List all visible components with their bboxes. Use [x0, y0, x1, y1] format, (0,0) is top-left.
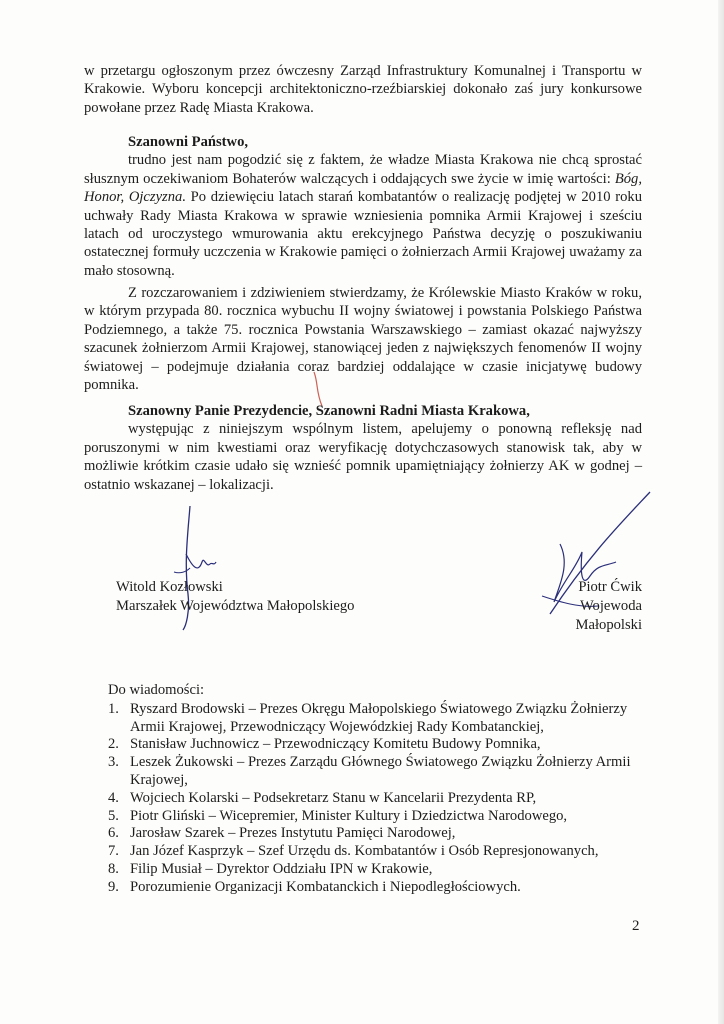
section-2-text: Z rozczarowaniem i zdziwieniem stwierdzamy, że Królewskie Miasto Kraków w roku, w którym przypada 80. rocznica wybuchu II wojny światowej i powstania Polskiego Państwa Podziemnego, a także 75. rocznica Powstania Warszawskiego – zamiast okazać najwyższy szacunek żołnierzom Armii Krajowej, stanowiącej jeden z największych fenomenów II wojny światowej – podejmuje działania coraz bardziej oddalające w czasie inicjatywę budowy pomnika.: [84, 285, 642, 394]
list-item-number: 7.: [108, 843, 119, 860]
section-1-text-italic: Bóg, Honor, Ojczyzna.: [84, 170, 642, 206]
list-item: [108, 825, 648, 843]
list-item-number: 5.: [108, 807, 119, 824]
recipients-items: [108, 701, 648, 897]
signatory-right-name: Piotr Ćwik: [578, 579, 642, 595]
list-item-text: Jarosław Szarek – Prezes Instytutu Pamięci Narodowej,: [130, 825, 456, 842]
recipients-title: Do wiadomości:: [108, 682, 205, 698]
list-item: [108, 843, 648, 861]
list-item-text: Filip Musiał – Dyrektor Oddziału IPN w Krakowie,: [130, 860, 433, 877]
list-item-text: Wojciech Kolarski – Podsekretarz Stanu w Kancelarii Prezydenta RP,: [130, 789, 537, 806]
list-item-text: Jan Józef Kasprzyk – Szef Urzędu ds. Kombatantów i Osób Represjonowanych,: [130, 843, 599, 860]
list-item-number: 8.: [108, 860, 119, 877]
signatory-left-title: Marszałek Województwa Małopolskiego: [116, 598, 355, 614]
section-3-text: występując z niniejszym wspólnym listem, apelujemy o ponowną refleksję nad poruszonymi w nim kwestiami oraz weryfikację dotychczasowych stanowisk tak, aby w możliwie krótkim czasie udało się wznieść pomnik upamiętniający żołnierzy AK w godnej – ostatnio wskazanej – lokalizacji.: [84, 421, 642, 493]
list-item-text: Ryszard Brodowski – Prezes Okręgu Małopolskiego Światowego Związku Żołnierzy Armii Krajowej, Przewodniczący Wojewódzkiej Rady Kombatanckiej,: [130, 700, 628, 735]
list-item-text: Stanisław Juchnowicz – Przewodniczący Komitetu Budowy Pomnika,: [130, 736, 541, 753]
list-item-text: Piotr Gliński – Wicepremier, Minister Kultury i Dziedzictwa Narodowego,: [130, 807, 568, 824]
section-1-text-part1: trudno jest nam pogodzić się z faktem, że władze Miasta Krakowa nie chcą sprostać słusznym oczekiwaniom Bohaterów walczących i oddających swe życie w imię wartości:: [84, 152, 642, 187]
list-item: [108, 754, 648, 790]
list-item-text: Porozumienie Organizacji Kombatanckich i Niepodległościowych.: [130, 878, 521, 895]
list-item-number: 4.: [108, 789, 119, 806]
section-3-heading: Szanowny Panie Prezydencie, Szanowni Radni Miasta Krakowa,: [128, 403, 530, 419]
recipients-list: [108, 682, 648, 897]
signatory-right-title: Wojewoda Małopolski: [575, 598, 642, 633]
list-item-number: 2.: [108, 736, 119, 753]
list-item: [108, 736, 648, 754]
list-item: [108, 790, 648, 808]
section-1-text: [84, 151, 642, 280]
list-item: [108, 701, 648, 737]
list-item: [108, 879, 648, 897]
list-item-number: 6.: [108, 825, 119, 842]
section-1: [84, 133, 642, 280]
list-item: [108, 808, 648, 826]
list-item-text: Leszek Żukowski – Prezes Zarządu Głównego Światowego Związku Żołnierzy Armii Krajowej,: [130, 754, 631, 788]
signatures-area: [0, 480, 724, 633]
list-item-number: 1.: [108, 700, 119, 717]
signatory-right: [510, 578, 642, 635]
section-1-text-part2: Po dziewięciu latach starań kombatantów o realizację podjętej w 2010 roku uchwały Rady Miasta Krakowa w sprawie wzniesienia pomnika Armii Krajowej i sześciu latach od uroczystego wmurowania aktu erekcyjnego Państwa decyzję o poszukiwaniu ostatecznej formuły uczczenia w Krakowie pamięci o żołnierzach Armii Krajowej uważamy za mało stosowną.: [84, 189, 643, 279]
section-2: [84, 284, 642, 394]
list-item: [108, 861, 648, 879]
section-1-heading: Szanowni Państwo,: [128, 134, 249, 150]
list-item-number: 3.: [108, 754, 119, 771]
list-item-number: 9.: [108, 878, 119, 895]
intro-paragraph: [84, 62, 642, 117]
signatory-left-name: Witold Kozłowski: [116, 579, 223, 595]
page-number: 2: [632, 918, 640, 934]
signatory-left: [116, 578, 354, 616]
intro-text: w przetargu ogłoszonym przez ówczesny Zarząd Infrastruktury Komunalnej i Transportu w Krakowie. Wyboru koncepcji architektoniczno-rzeźbiarskiej dokonało zaś jury konkursowe powołane przez Radę Miasta Krakowa.: [84, 63, 642, 116]
